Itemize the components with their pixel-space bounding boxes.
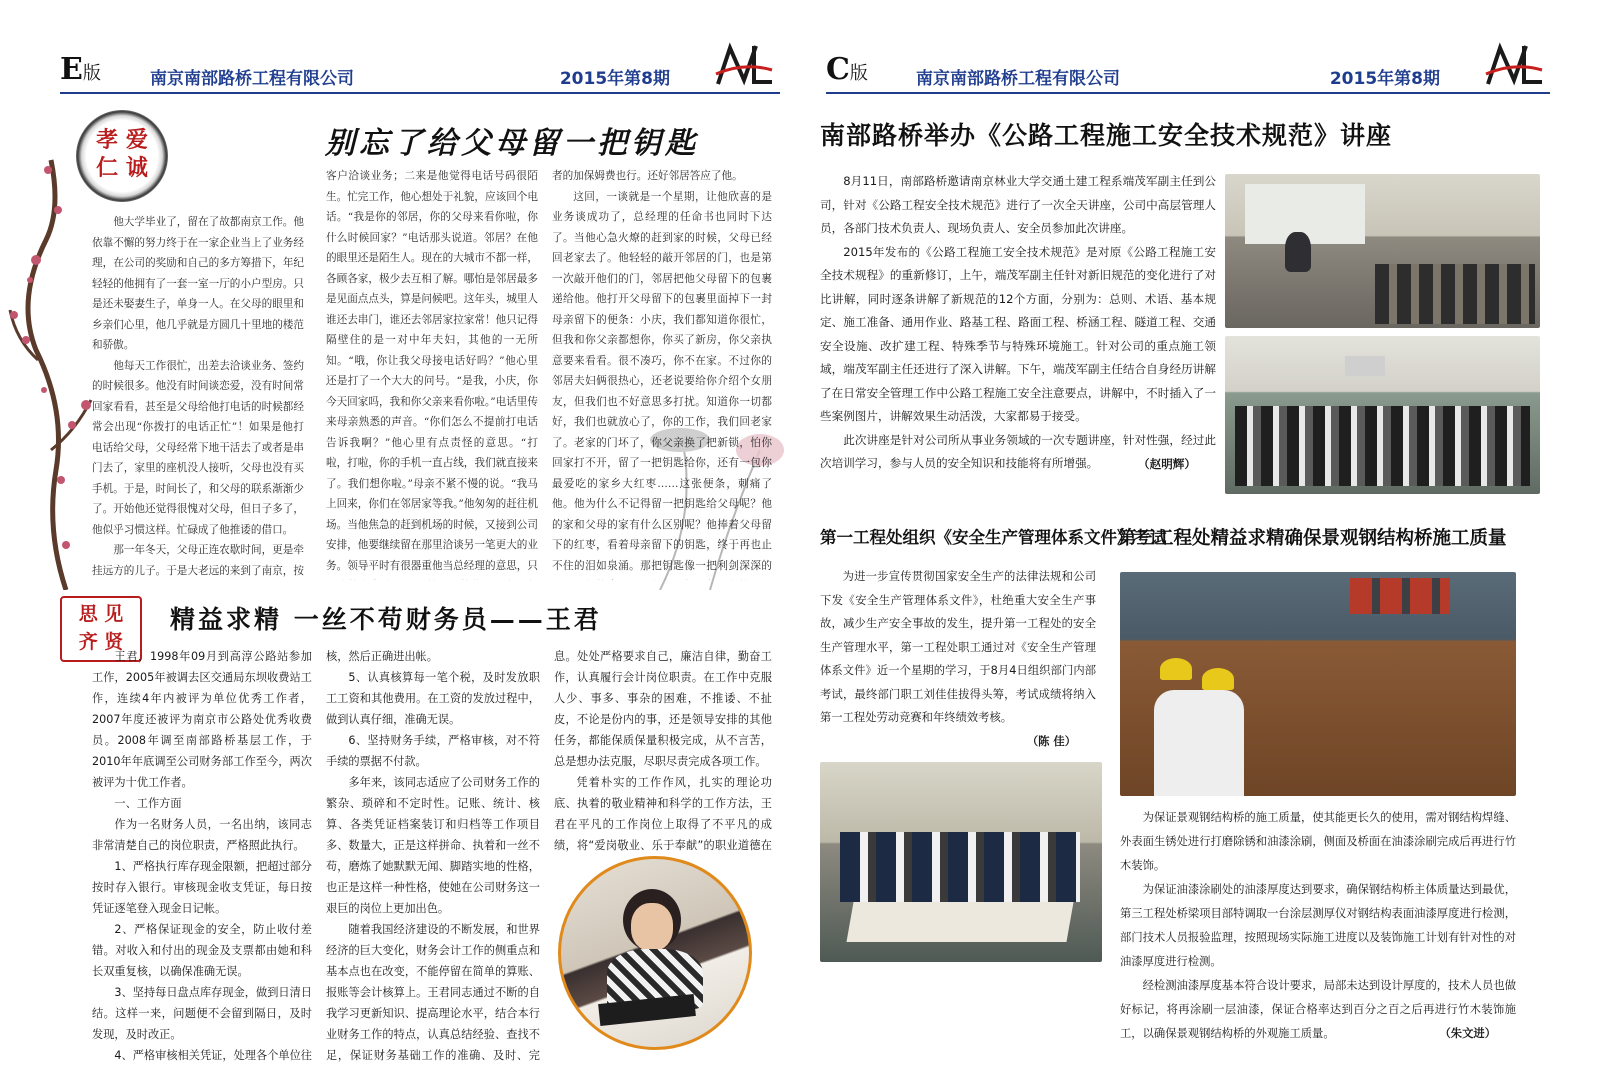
paragraph: 4、严格审核相关凭证，处理各个单位往 [114, 1049, 312, 1062]
article-wangjun-col3 [554, 646, 772, 856]
paragraph: 那一年冬天，父母正连农歇时间，更是牵挂远方的儿子。于是大老远的来到了南京，按 [92, 544, 304, 577]
seal-text-line2: 仁 诚 [96, 155, 148, 181]
issue-number: 2015年第8期 [1329, 69, 1440, 89]
steel-bridge-photo [1120, 572, 1516, 796]
portrait-photo [558, 856, 752, 1050]
paragraph: 随着我国经济建设的不断发展，和世界经济的巨大变化，财务会计工作的侧重点和基本点也在改变，不能停留在简单的算账、报账等会计核算上。王君同志通过不断的自我学习更新知识、提高理论水平，结合本行业财务工作的特点，认真总结经验、查找不足，保证财务基础工作的准确、及时、完 [326, 923, 540, 1062]
article-lecture-body [820, 170, 1216, 500]
paragraph: 2、严格保证现金的安全，防止收付差错。对收入和付出的现金及支票都由她和科长双重复核，以确保准确无误。 [92, 923, 312, 978]
paragraph: 息。处处严格要求自己，廉洁自律，勤奋工作，认真履行会计岗位职责。在工作中克服人少、事多、事杂的困难，不推诿、不扯皮，不论是份内的事，还是领导安排的其他任务，都能保质保量积极完成，从不言苦，总是想办法克服，尽职尽责完成各项工作。 [554, 650, 772, 768]
lecture-photo-2 [1225, 336, 1540, 494]
right-page [820, 0, 1600, 1090]
paragraph: 经检测油漆厚度基本符合设计要求，局部未达到设计厚度的，技术人员也做好标记，将再涂刷一层油漆，保证合格率达到百分之百之后再进行竹木装饰施工，以确保景观钢结构桥的外观施工质量。 [1120, 979, 1516, 1040]
article-wangjun-col2 [326, 646, 540, 1066]
paragraph: 6、坚持财务手续，严格审核，对不符手续的票据不付款。 [326, 734, 540, 768]
edition-label [826, 52, 868, 87]
plum-blossom-branch [6, 150, 96, 590]
worker-body [1154, 690, 1244, 796]
article-exam-body [820, 565, 1096, 755]
paragraph: 这回，一谈就是一个星期，让他欣喜的是业务谈成功了，总经理的任命书也同时下达了。当他心急火燎的赶到家的时候，父母已经回老家去了。他轻轻的敲开邻居的门，也是第一次敲开他们的门，邻居把他父母留下的包裹递给他。他打开父母留下的包裹里面掉下一封母亲留下的便条：小庆，我们都知道你很忙，但我和你父亲都想你，你买了新房，你父亲执意要来看看。很不凑巧，你不在家。不过你的邻居夫妇俩很热心，还老说要给你介绍个女朋友，但我们也不好意思多打扰。知道你一切都好，我们也就放心了，你的工作，我们回老家了。老家的门坏了，你父亲换了把新锁，怕你回家打不开，留了一把钥匙给你，还有一包你最爱吃的家乡大红枣……这张便条，刺痛了他。他为什么不记得留一把钥匙给父母呢？他的家和父母的家有什么区别呢？他捧着父母留下的红枣，看着母亲留下的钥匙，终于再也止不住的泪如泉涌。那把钥匙像一把利剑深深的 [552, 190, 772, 572]
audience-rows [1235, 406, 1530, 486]
seal-text-line2: 齐 贤 [78, 631, 124, 653]
paint-cans [1350, 578, 1450, 614]
edition-letter: C [826, 52, 850, 87]
paragraph: 3、坚持每日盘点库存现金，做到日清日结。这样一来，问题便不会留到隔日，及时发现，及时改正。 [92, 986, 312, 1041]
paragraph: 5、认真核算每一笔个税，及时发放职工工资和其他费用。在工资的发放过程中，做到认真仔细，准确无误。 [326, 671, 540, 726]
byline: （朱文进） [1439, 1027, 1496, 1040]
paragraph: 核，然后正确进出帐。 [326, 650, 438, 663]
seal-xiao-ai [76, 110, 168, 202]
company-logo-icon [714, 40, 774, 90]
page-header-right [826, 52, 1550, 94]
paragraph: 1、严格执行库存现金限额，把超过部分按时存入银行。审核现金收支凭证，每日按凭证逐笔登入现金日记帐。 [92, 860, 312, 915]
company-logo-icon [1484, 40, 1544, 90]
speaker-figure [1285, 232, 1311, 272]
seal-text-line1: 思 见 [78, 603, 124, 625]
company-name: 南京南部路桥工程有限公司 [916, 69, 1120, 89]
paragraph: 王君，1998年09月到高淳公路站参加工作，2005年被调去区交通局东坝收费站工作，连续4年内被评为单位优秀工作者，2007年度还被评为南京市公路处优秀收费员。2008年调至南部路桥基层工作，于2010年年底调至公司财务部工作至今，两次被评为十优工作者。 [92, 650, 312, 789]
company-name: 南京南部路桥工程有限公司 [150, 69, 354, 89]
paragraph: 为进一步宣传贯彻国家安全生产的法律法规和公司下发《安全生产管理体系文件》，杜绝重大安全生产事故，减少生产安全事故的发生，提升第一工程处的安全生产管理水平，第一工程处职工通过对《安全生产管理体系文件》近一个星期的学习，于8月4日组织部门内部考试，最终部门职工刘佳佳拔得头筹，考试成绩将纳入第一工程处劳动竞赛和年终绩效考核。 [820, 570, 1096, 724]
paragraph: 2015年发布的《公路工程施工安全技术规范》是对原《公路工程施工安全技术规程》的重新修订，上午，端茂军副主任针对新旧规范的变化进行了对比讲解，同时逐条讲解了新规范的12个方面，分别为：总则、术语、基本规定、施工准备、通用作业、路基工程、路面工程、桥涵工程、隧道工程、交通安全设施、改扩建工程、特殊季节与特殊环境施工。针对公司的重点施工领域，端茂军副主任还进行了深入讲解。下午，端茂军副主任结合自身经历讲解了在日常安全管理工作中公路工程施工安全注意要点，讲解中，不时插入了一些案例图片，讲解效果生动活泼，大家都易于接受。 [820, 244, 1216, 423]
page-gutter [800, 0, 820, 1090]
article-title-wangjun: 精益求精 一丝不苟财务员——王君 [170, 605, 602, 634]
article-title-keys: 别忘了给父母留一把钥匙 [325, 126, 699, 161]
exam-photo [820, 762, 1102, 962]
article-title-steel-bridge: 第三工程处精益求精确保景观钢结构桥施工质量 [1118, 528, 1507, 549]
edition-letter: E [60, 52, 83, 87]
paragraph: 他大学毕业了，留在了故都南京工作。他依靠不懈的努力终于在一家企业当上了业务经理，在公司的奖励和自己的多方筹措下，年纪轻轻的他拥有了一套一室一厅的小户型房。只是还未娶妻生子，单身一人。在父母的眼里和乡亲们心里，他几乎就是方圆几十里地的楼范和骄傲。 [92, 216, 304, 351]
person-face [631, 903, 673, 951]
paragraph: 作为一名财务人员，一名出纳，该同志非常清楚自己的岗位职责，严格照此执行。 [92, 818, 312, 852]
projector [1345, 356, 1385, 376]
worker-helmet-2 [1202, 668, 1234, 690]
paragraph: 凭着朴实的工作作风，扎实的理论功底、执着的敬业精神和科学的工作方法，王君在平凡的工作岗位上取得了不平凡的成绩，将“爱岗敬业、乐于奉献”的职业道德在 [554, 776, 772, 852]
exam-people [840, 832, 1080, 902]
seal-text-line1: 孝 爱 [96, 127, 148, 153]
paragraph: 此次讲座是针对公司所从事业务领域的一次专题讲座，针对性强，经过此次培训学习，参与人员的安全知识和技能将有所增强。 [820, 432, 1216, 470]
audience-row [1375, 264, 1535, 324]
edition-suffix: 版 [82, 63, 101, 84]
paragraph: 一、工作方面 [114, 797, 182, 810]
page-header-left [60, 52, 780, 94]
article-keys-col3 [552, 166, 772, 580]
article-title-lecture: 南部路桥举办《公路工程施工安全技术规范》讲座 [820, 121, 1393, 150]
worker-helmet-1 [1160, 658, 1192, 680]
exam-table [846, 902, 1073, 942]
issue-number: 2015年第8期 [559, 69, 670, 89]
paragraph: 客户洽谈业务；二来是他觉得电话号码很陌生。忙完工作，他心想处于礼貌，应该回个电话。“我是你的邻居，你的父母来看你啦，你什么时候回家？”电话那头说道。邻居？在他的眼里还是陌生人。现在的大城市不都一样，各顾各家，极少去互相了解。哪怕是邻居最多是见面点点头，算是问候吧。这年头，城里人谁还去串门，谁还去邻居家拉家常！他只记得隔壁住的是一对中年夫妇，其他的一无所知。“哦，你让我父母接电话好吗？”他心里还是打了一个大大的问号。“是我，小庆，你今天回家吗，我和你父亲来看你啦。”电话里传来母亲熟悉的声音。“你们怎么不提前打电话告诉我啊？”他心里有点责怪的意思。“打啦，打啦，你的手机一直占线，我们就直接来了。我们想你啦。”母亲不紧不慢的说。“我马上回来，你们在邻居家等我。”他匆匆的赶往机场。当他焦急的赶到机场的时候，又接到公司安排，他要继续留在那里洽谈另一笔更大的业务。领导平时有很器重他当总经理的意思，只 [326, 170, 538, 572]
article-wangjun-col1 [92, 646, 312, 1066]
article-keys-col1 [92, 212, 304, 580]
edition-label [60, 52, 101, 87]
byline: （赵明辉） [1138, 456, 1196, 471]
paragraph: 他每天工作很忙，出差去洽谈业务、签约的时候很多。他没有时间谈恋爱，没有时间常回家看看，甚至是父母给他打电话的时候都经常会出现“你拨打的电话正忙”！如果是他打电话给父母，父母经常下地干活去了或者是串门去了，家里的座机没人接听，父母也没有买手机。于是，时间长了，和父母的联系渐渐少了。开始他还觉得很愧对父母，但日子多了，他似乎习惯这样。忙碌成了他推诿的借口。 [92, 359, 304, 536]
paragraph: 多年来，该同志适应了公司财务工作的繁杂、琐碎和不定时性。记账、统计、核算、各类凭证档案装订和归档等工作项目多、数量大，正是这样拼命、执着和一丝不苟，磨炼了她默默无闻、脚踏实地的性格，也正是这样一种性格，使她在公司财务这一艰巨的岗位上更加出色。 [326, 776, 540, 915]
paragraph: 为保证景观钢结构桥的施工质量，使其能更长久的使用，需对钢结构焊缝、外表面生锈处进行打磨除锈和油漆涂刷，侧面及桥面在油漆涂刷完成后再进行竹木装饰。 [1120, 811, 1516, 872]
article-steel-bridge-body [1120, 806, 1516, 1046]
article-keys-col2 [326, 166, 538, 580]
lecture-photo-1 [1225, 174, 1540, 328]
byline: （陈 佳） [1026, 734, 1076, 748]
paragraph: 8月11日，南部路桥邀请南京林业大学交通土建工程系端茂军副主任到公司，针对《公路工程安全技术规范》进行了一次全天讲座，公司中高层管理人员，各部门技术负责人、现场负责人、安全员参加此次讲座。 [820, 174, 1216, 235]
paragraph: 者的加保姆费也行。还好邻居答应了他。 [552, 170, 743, 182]
edition-suffix: 版 [849, 63, 868, 84]
article-title-exam: 第一工程处组织《安全生产管理体系文件》考试 [820, 528, 1167, 547]
paragraph: 为保证油漆涂刷处的油漆厚度达到要求，确保钢结构桥主体质量达到最优，第三工程处桥梁项目部特调取一台涂层测厚仪对钢结构表面油漆厚度进行检测，部门技术人员报验监理，按照现场实际施工进度以及装饰施工计划有针对性的对油漆厚度进行检测。 [1120, 883, 1516, 968]
